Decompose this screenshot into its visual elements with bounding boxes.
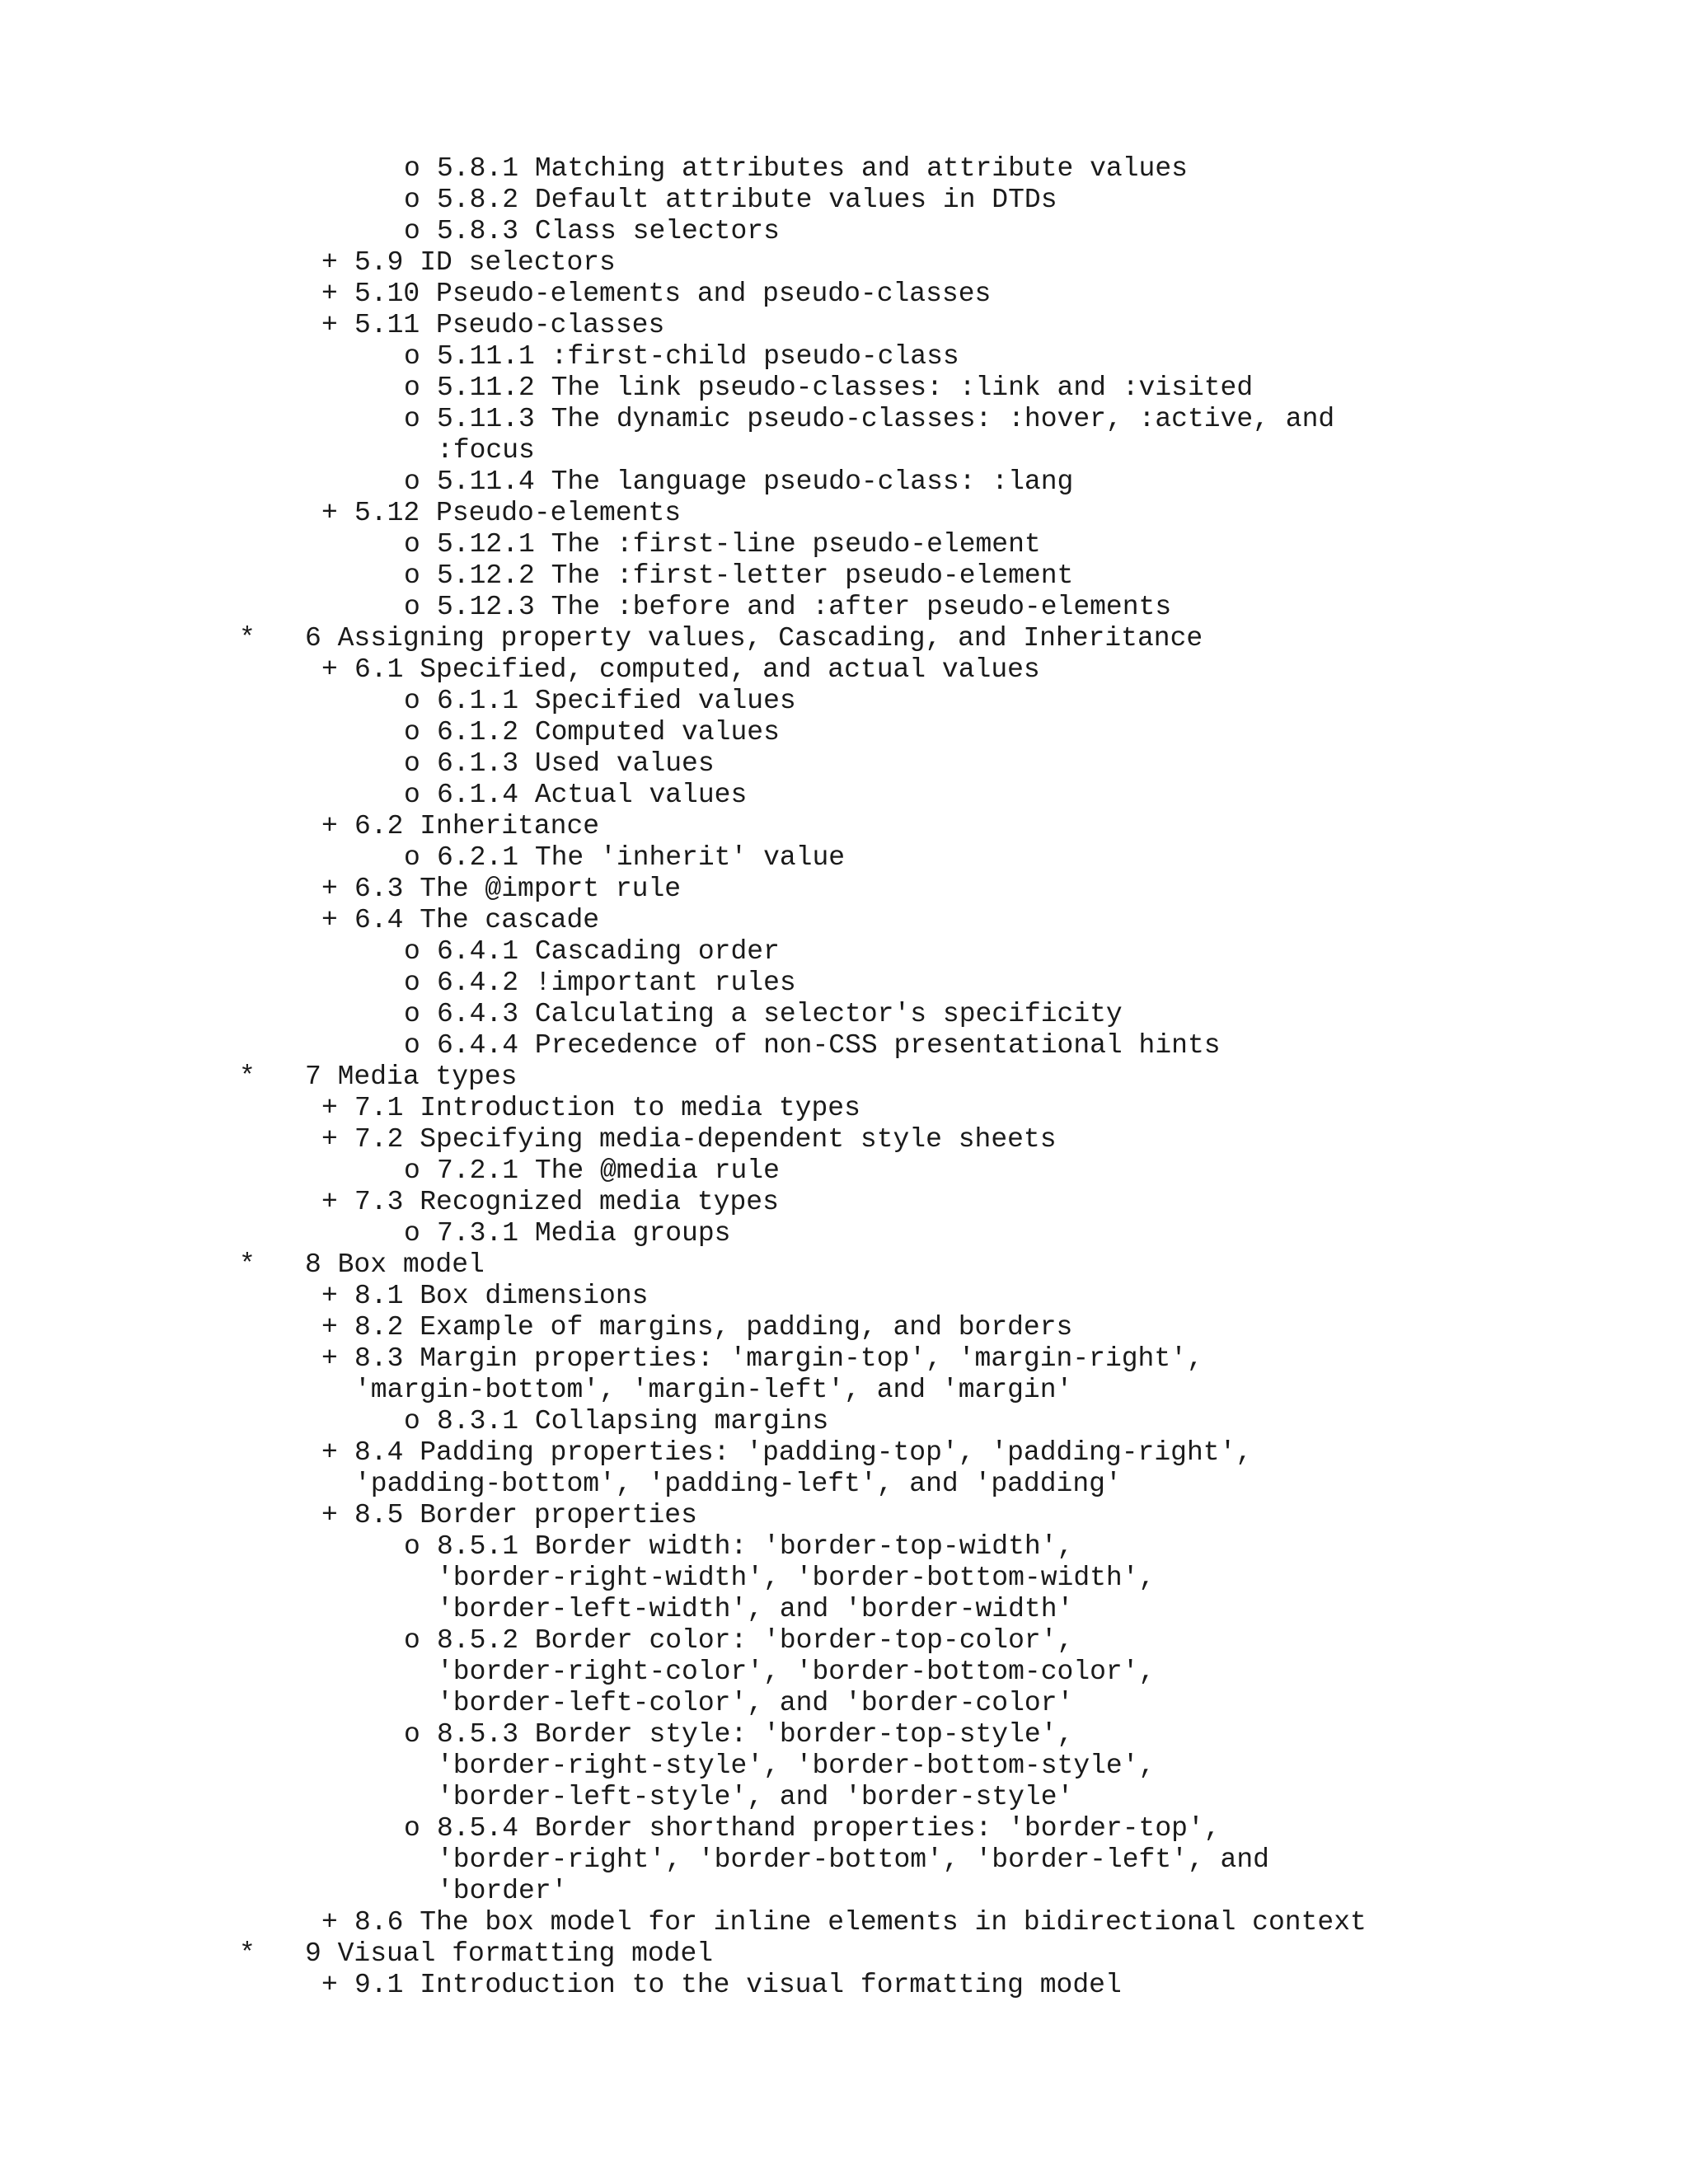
toc-entry xyxy=(0,1970,1688,2001)
toc-bullet: * xyxy=(239,623,256,654)
toc-entry xyxy=(0,1218,1688,1249)
toc-entry xyxy=(0,1531,1688,1563)
toc-entry xyxy=(0,1155,1688,1187)
toc-entry xyxy=(0,1093,1688,1124)
toc-entry-text: 5.12 Pseudo-elements xyxy=(354,498,682,528)
toc-entry-continuation xyxy=(0,1563,1688,1594)
toc-bullet: + xyxy=(321,247,338,278)
toc-entry-text: 6.1 Specified, computed, and actual values xyxy=(354,654,1040,685)
toc-entry-continuation xyxy=(0,1876,1688,1907)
toc-entry-text: 5.11.3 The dynamic pseudo-classes: :hover, :active, and xyxy=(437,404,1335,434)
toc-bullet: + xyxy=(321,1343,338,1374)
toc-entry xyxy=(0,999,1688,1030)
toc-bullet: + xyxy=(321,874,338,904)
toc-entry-text: 5.11.1 :first-child pseudo-class xyxy=(437,341,959,372)
toc-entry-text: 5.9 ID selectors xyxy=(354,247,616,278)
toc-bullet: + xyxy=(321,310,338,340)
toc-entry-text: 8 Box model xyxy=(305,1249,485,1280)
toc-entry-text: 'border-left-style', and 'border-style' xyxy=(437,1782,1074,1812)
toc-bullet: o xyxy=(404,341,420,372)
toc-entry-text: 6.1.4 Actual values xyxy=(437,780,748,810)
toc-entry-text: 8.3.1 Collapsing margins xyxy=(437,1406,829,1436)
toc-entry xyxy=(0,279,1688,310)
toc-bullet: * xyxy=(239,1938,256,1969)
toc-bullet: + xyxy=(321,1500,338,1530)
toc-entry xyxy=(0,341,1688,373)
toc-bullet: o xyxy=(404,717,420,748)
toc-entry-text: 5.12.3 The :before and :after pseudo-elements xyxy=(437,592,1172,622)
toc-entry-text: 'border-right-color', 'border-bottom-color', xyxy=(437,1657,1156,1687)
toc-entry-text: 7.2 Specifying media-dependent style sheets xyxy=(354,1124,1057,1155)
toc-entry-text: 8.3 Margin properties: 'margin-top', 'margin-right', xyxy=(354,1343,1203,1374)
toc-entry xyxy=(0,1719,1688,1750)
toc-entry-text: 5.8.1 Matching attributes and attribute values xyxy=(437,153,1188,184)
toc-entry xyxy=(0,185,1688,216)
toc-bullet: + xyxy=(321,1281,338,1311)
toc-entry-continuation xyxy=(0,1469,1688,1500)
toc-entry xyxy=(0,1249,1688,1281)
toc-entry xyxy=(0,1907,1688,1938)
toc-bullet: o xyxy=(404,999,420,1029)
toc-bullet: o xyxy=(404,466,420,497)
toc-entry xyxy=(0,1813,1688,1844)
toc-entry-continuation xyxy=(0,1657,1688,1688)
toc-entry-text: 7 Media types xyxy=(305,1062,518,1092)
toc-entry-text: 6.2 Inheritance xyxy=(354,811,600,841)
toc-entry xyxy=(0,216,1688,247)
toc-bullet: + xyxy=(321,279,338,309)
toc-entry xyxy=(0,1343,1688,1375)
toc-entry-text: 8.5.2 Border color: 'border-top-color', xyxy=(437,1625,1074,1656)
toc-bullet: o xyxy=(404,748,420,779)
toc-bullet: * xyxy=(239,1249,256,1280)
toc-entry-text: 8.1 Box dimensions xyxy=(354,1281,649,1311)
toc-entry-text: 8.2 Example of margins, padding, and borders xyxy=(354,1312,1073,1343)
toc-bullet: o xyxy=(404,1625,420,1656)
toc-entry xyxy=(0,1124,1688,1155)
toc-entry-text: 6.1.2 Computed values xyxy=(437,717,780,748)
toc-bullet: o xyxy=(404,1030,420,1061)
toc-entry-text: 5.12.1 The :first-line pseudo-element xyxy=(437,529,1041,560)
toc-entry-continuation xyxy=(0,1688,1688,1719)
toc-entry xyxy=(0,1062,1688,1093)
toc-entry-text: 'padding-bottom', 'padding-left', and 'padding' xyxy=(354,1469,1122,1499)
toc-bullet: + xyxy=(321,1093,338,1123)
toc-bullet: o xyxy=(404,404,420,434)
toc-entry xyxy=(0,811,1688,842)
toc-entry xyxy=(0,654,1688,686)
toc-bullet: o xyxy=(404,216,420,246)
toc-entry-text: 5.12.2 The :first-letter pseudo-element xyxy=(437,560,1074,591)
toc-bullet: o xyxy=(404,780,420,810)
toc-entry xyxy=(0,498,1688,529)
toc-entry-text: 8.5.1 Border width: 'border-top-width', xyxy=(437,1531,1074,1562)
toc-entry-text: 7.1 Introduction to media types xyxy=(354,1093,860,1123)
toc-bullet: o xyxy=(404,373,420,403)
toc-bullet: + xyxy=(321,654,338,685)
toc-entry-text: :focus xyxy=(437,435,535,466)
toc-entry-text: 7.3.1 Media groups xyxy=(437,1218,731,1249)
toc-entry-text: 5.11.4 The language pseudo-class: :lang xyxy=(437,466,1074,497)
toc-entry-text: 8.4 Padding properties: 'padding-top', 'padding-right', xyxy=(354,1437,1253,1468)
toc-entry xyxy=(0,1938,1688,1970)
toc-entry xyxy=(0,1312,1688,1343)
toc-bullet: + xyxy=(321,1187,338,1217)
toc-entry-text: 6.1.1 Specified values xyxy=(437,686,796,716)
toc-entry xyxy=(0,1625,1688,1657)
toc-entry xyxy=(0,968,1688,999)
toc-entry xyxy=(0,310,1688,341)
toc-entry-text: 5.8.2 Default attribute values in DTDs xyxy=(437,185,1057,215)
toc-bullet: o xyxy=(404,185,420,215)
toc-bullet: o xyxy=(404,936,420,967)
toc-entry-text: 'border-left-color', and 'border-color' xyxy=(437,1688,1074,1718)
toc-entry-continuation xyxy=(0,1782,1688,1813)
toc-entry xyxy=(0,247,1688,279)
toc-entry-text: 6.2.1 The 'inherit' value xyxy=(437,842,846,873)
toc-entry-text: 6.4.3 Calculating a selector's specificity xyxy=(437,999,1123,1029)
toc-entry-text: 'border' xyxy=(437,1876,568,1906)
toc-entry-text: 8.5.3 Border style: 'border-top-style', xyxy=(437,1719,1074,1750)
toc-entry xyxy=(0,623,1688,654)
toc-bullet: + xyxy=(321,1907,338,1938)
toc-bullet: o xyxy=(404,1406,420,1436)
toc-entry-text: 5.8.3 Class selectors xyxy=(437,216,780,246)
toc-entry-text: 5.11.2 The link pseudo-classes: :link and :visited xyxy=(437,373,1254,403)
toc-bullet: o xyxy=(404,529,420,560)
toc-entry xyxy=(0,592,1688,623)
toc-entry xyxy=(0,1187,1688,1218)
toc-bullet: o xyxy=(404,1531,420,1562)
toc-entry-text: 6.4.2 !important rules xyxy=(437,968,796,998)
toc-bullet: o xyxy=(404,153,420,184)
toc-entry xyxy=(0,1500,1688,1531)
toc-entry-text: 7.3 Recognized media types xyxy=(354,1187,779,1217)
toc-bullet: + xyxy=(321,1437,338,1468)
toc-entry xyxy=(0,404,1688,435)
toc-entry-text: 5.11 Pseudo-classes xyxy=(354,310,665,340)
toc-entry-text: 8.6 The box model for inline elements in bidirectional context xyxy=(354,1907,1367,1938)
toc-entry-text: 'border-right', 'border-bottom', 'border-left', and xyxy=(437,1844,1269,1875)
toc-entry xyxy=(0,780,1688,811)
toc-entry xyxy=(0,1281,1688,1312)
toc-entry xyxy=(0,1406,1688,1437)
toc-bullet: o xyxy=(404,1155,420,1186)
toc-entry xyxy=(0,874,1688,905)
toc-entry xyxy=(0,466,1688,498)
toc-entry-continuation xyxy=(0,1594,1688,1625)
toc-entry xyxy=(0,560,1688,592)
toc-entry-continuation xyxy=(0,1844,1688,1876)
toc-entry-text: 'border-left-width', and 'border-width' xyxy=(437,1594,1074,1624)
toc-bullet: o xyxy=(404,1218,420,1249)
toc-bullet: o xyxy=(404,842,420,873)
toc-entry xyxy=(0,842,1688,874)
toc-entry xyxy=(0,686,1688,717)
toc-bullet: o xyxy=(404,686,420,716)
toc-entry xyxy=(0,1030,1688,1062)
toc-bullet: + xyxy=(321,1124,338,1155)
toc-bullet: o xyxy=(404,1813,420,1844)
toc-bullet: + xyxy=(321,905,338,935)
toc-entry-text: 8.5.4 Border shorthand properties: 'border-top', xyxy=(437,1813,1221,1844)
toc-entry-text: 9.1 Introduction to the visual formatting model xyxy=(354,1970,1122,2000)
toc-entry-continuation xyxy=(0,435,1688,466)
toc-entry-text: 6.1.3 Used values xyxy=(437,748,715,779)
toc-entry xyxy=(0,153,1688,185)
toc-entry-text: 8.5 Border properties xyxy=(354,1500,697,1530)
toc-entry xyxy=(0,373,1688,404)
toc-entry xyxy=(0,936,1688,968)
toc-entry-continuation xyxy=(0,1750,1688,1782)
toc-bullet: + xyxy=(321,1312,338,1343)
toc-entry-continuation xyxy=(0,1375,1688,1406)
toc-entry xyxy=(0,748,1688,780)
toc-entry-text: 6.4.4 Precedence of non-CSS presentational hints xyxy=(437,1030,1221,1061)
toc-entry-text: 'margin-bottom', 'margin-left', and 'margin' xyxy=(354,1375,1073,1405)
toc-entry-text: 6.4 The cascade xyxy=(354,905,600,935)
toc-entry-text: 'border-right-style', 'border-bottom-style', xyxy=(437,1750,1156,1781)
toc-bullet: + xyxy=(321,498,338,528)
toc-entry-text: 9 Visual formatting model xyxy=(305,1938,714,1969)
toc-entry-text: 5.10 Pseudo-elements and pseudo-classes xyxy=(354,279,992,309)
toc-bullet: + xyxy=(321,1970,338,2000)
toc-entry-text: 7.2.1 The @media rule xyxy=(437,1155,780,1186)
toc-entry xyxy=(0,1437,1688,1469)
toc-bullet: o xyxy=(404,968,420,998)
toc-entry xyxy=(0,905,1688,936)
toc-entry-text: 6.4.1 Cascading order xyxy=(437,936,780,967)
toc-entry xyxy=(0,717,1688,748)
toc-bullet: o xyxy=(404,592,420,622)
table-of-contents xyxy=(0,153,1688,2001)
toc-bullet: * xyxy=(239,1062,256,1092)
toc-bullet: + xyxy=(321,811,338,841)
toc-entry xyxy=(0,529,1688,560)
toc-bullet: o xyxy=(404,1719,420,1750)
toc-entry-text: 6.3 The @import rule xyxy=(354,874,682,904)
toc-bullet: o xyxy=(404,560,420,591)
toc-entry-text: 'border-right-width', 'border-bottom-width', xyxy=(437,1563,1156,1593)
toc-entry-text: 6 Assigning property values, Cascading, and Inheritance xyxy=(305,623,1203,654)
